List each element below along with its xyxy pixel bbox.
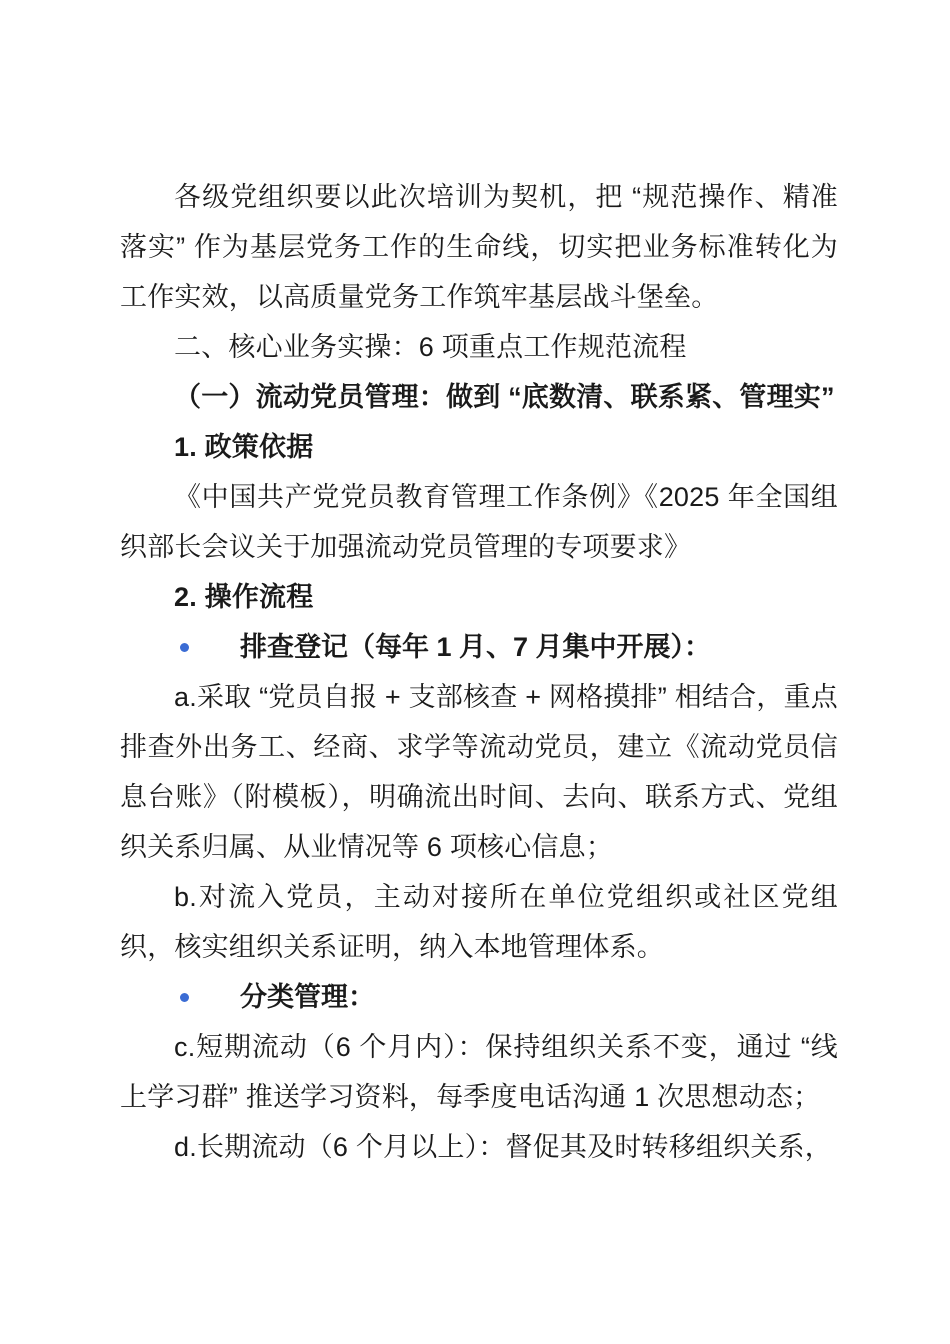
- bullet-item-classification: [120, 972, 838, 1022]
- bullet-item-registration: [120, 622, 838, 672]
- paragraph-step-b-inflow: b.对流入党员，主动对接所在单位党组织或社区党组织，核实组织关系证明，纳入本地管理体系。: [120, 882, 838, 962]
- paragraph-step-c-short-term: c.短期流动（6 个月内）：保持组织关系不变，通过 “线上学习群” 推送学习资料，每季度电话沟通 1 次思想动态；: [120, 1032, 838, 1112]
- paragraph-step-a-survey: a.采取 “党员自报 + 支部核查 + 网格摸排” 相结合，重点排查外出务工、经商、求学等流动党员，建立《流动党员信息台账》（附模板），明确流出时间、去向、联系方式、党组织关系归属、从业情况等 6 项核心信息；: [120, 682, 838, 862]
- heading-operation-flow: 2. 操作流程: [174, 582, 314, 612]
- bullet-item-label: 排查登记（每年 1 月、7 月集中开展）：: [240, 632, 712, 662]
- bullet-icon: [180, 993, 189, 1002]
- bullet-icon: [180, 643, 189, 652]
- document-body: [120, 172, 838, 1172]
- paragraph-policy-sources: 《中国共产党党员教育管理工作条例》《2025 年全国组织部长会议关于加强流动党员管理的专项要求》: [120, 482, 838, 562]
- heading-policy-basis: 1. 政策依据: [174, 432, 314, 462]
- section-heading-core-business: 二、核心业务实操：6 项重点工作规范流程: [174, 332, 687, 362]
- paragraph-step-d-long-term: d.长期流动（6 个月以上）：督促其及时转移组织关系，: [174, 1132, 832, 1162]
- subsection-heading-mobile-party-members: （一）流动党员管理：做到 “底数清、联系紧、管理实”: [174, 382, 835, 412]
- paragraph-training-conclusion: 各级党组织要以此次培训为契机，把 “规范操作、精准落实” 作为基层党务工作的生命线，切实把业务标准转化为工作实效，以高质量党务工作筑牢基层战斗堡垒。: [120, 182, 838, 312]
- bullet-item-label: 分类管理：: [240, 982, 375, 1012]
